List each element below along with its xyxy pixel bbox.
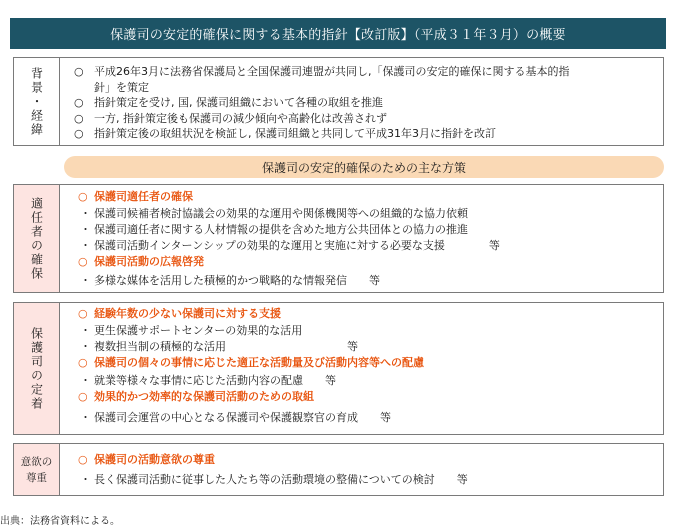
dot-mark-icon: ・: [80, 323, 91, 337]
retention-heading: [78, 389, 657, 406]
heading-text: 保護司の個々の事情に応じた適正な活動量及び活動内容等への配慮: [94, 355, 424, 369]
dot-mark-icon: ・: [80, 410, 91, 424]
dot-mark-icon: ・: [80, 206, 91, 220]
circle-mark-icon: ○: [78, 254, 88, 268]
recruit-bullet: [78, 238, 657, 254]
background-item: [74, 111, 657, 127]
motivation-label-line: 意欲の: [20, 455, 53, 468]
retention-bullet: [78, 323, 657, 339]
motivation-heading: [78, 452, 657, 469]
recruit-label-text: 適任者の確保: [29, 196, 44, 281]
circle-mark-icon: ○: [74, 96, 84, 109]
motivation-bullet: [78, 472, 657, 488]
bullet-text: 長く保護司活動に従事した人たち等の活動環境の整備についての検討 等: [94, 472, 468, 486]
heading-text: 効果的かつ効率的な保護司活動のための取組: [94, 390, 314, 403]
motivation-section: [13, 443, 664, 496]
circle-mark-icon: ○: [78, 190, 88, 203]
circle-mark-icon: ○: [74, 111, 84, 125]
background-item-text: 針」を策定: [94, 80, 149, 94]
bullet-text: 保護司会運営の中心となる保護司や保護観察官の育成 等: [94, 410, 391, 424]
recruit-bullet: [78, 273, 657, 289]
recruit-bullet: [78, 222, 657, 238]
recruit-heading: [78, 189, 657, 206]
motivation-label: [14, 444, 60, 495]
background-item-text: 平成26年3月に法務省保護局と全国保護司連盟が共同し,「保護司の安定的確保に関する基本的指: [94, 65, 570, 78]
heading-text: 経験年数の少ない保護司に対する支援: [94, 307, 281, 320]
background-label-text: 背景・経緯: [29, 66, 44, 137]
background-item-text: 一方, 指針策定後も保護司の減少傾向や高齢化は改善されず: [94, 111, 387, 125]
retention-bullet: [78, 410, 657, 426]
circle-mark-icon: ○: [78, 390, 88, 403]
recruit-label: [14, 185, 60, 292]
bullet-text: 更生保護サポートセンターの効果的な活用: [94, 323, 303, 337]
motivation-label-line: 尊重: [26, 471, 47, 484]
circle-mark-icon: ○: [74, 127, 84, 140]
bullet-text: 保護司候補者検討協議会の効果的な運用や関係機関等への組織的な協力依頼: [94, 206, 468, 220]
dot-mark-icon: ・: [80, 472, 91, 486]
retention-heading: [78, 355, 657, 372]
bullet-text: 保護司適任者に関する人材情報の提供を含めた地方公共団体との協力の推進: [94, 222, 468, 236]
bullet-text: 就業等様々な事情に応じた活動内容の配慮 等: [94, 374, 336, 387]
bullet-text: 複数担当制の積極的な活用 等: [94, 339, 358, 353]
background-item-continuation: [74, 80, 657, 96]
dot-mark-icon: ・: [80, 222, 91, 236]
bullet-text: 多様な媒体を活用した積極的かつ戦略的な情報発信 等: [94, 274, 380, 287]
circle-mark-icon: ○: [78, 453, 88, 466]
recruit-bullet: [78, 206, 657, 222]
retention-bullet: [78, 373, 657, 389]
retention-label-text: 保護司の定着: [29, 326, 44, 411]
retention-bullet: [78, 339, 657, 355]
background-item: [74, 95, 657, 111]
circle-mark-icon: ○: [78, 355, 88, 369]
heading-text: 保護司の活動意欲の尊重: [94, 453, 215, 466]
retention-label: [14, 303, 60, 434]
background-item: [74, 64, 657, 80]
background-item-text: 指針策定後の取組状況を検証し, 保護司組織と共同して平成31年3月に指針を改訂: [94, 127, 496, 140]
background-label: [14, 58, 60, 145]
background-section: [13, 57, 664, 146]
heading-text: 保護司適任者の確保: [94, 190, 193, 203]
source-note: 出典：法務省資料による。: [0, 516, 120, 527]
bullet-text: 保護司活動インターンシップの効果的な運用と実施に対する必要な支援 等: [94, 238, 500, 252]
dot-mark-icon: ・: [80, 374, 91, 387]
circle-mark-icon: ○: [78, 307, 88, 320]
recruit-section: [13, 184, 664, 293]
policy-band: 保護司の安定的確保のための主な方策: [64, 156, 664, 178]
retention-heading: [78, 306, 657, 323]
dot-mark-icon: ・: [80, 238, 91, 252]
recruit-heading: [78, 254, 657, 271]
dot-mark-icon: ・: [80, 339, 91, 353]
circle-mark-icon: ○: [74, 65, 84, 78]
retention-section: [13, 302, 664, 435]
page-title: 保護司の安定的確保に関する基本的指針【改訂版】（平成３１年３月）の概要: [10, 18, 666, 49]
heading-text: 保護司活動の広報啓発: [94, 254, 204, 268]
dot-mark-icon: ・: [80, 274, 91, 287]
background-item-text: 指針策定を受け, 国, 保護司組織において各種の取組を推進: [94, 96, 383, 109]
background-item: [74, 126, 657, 142]
